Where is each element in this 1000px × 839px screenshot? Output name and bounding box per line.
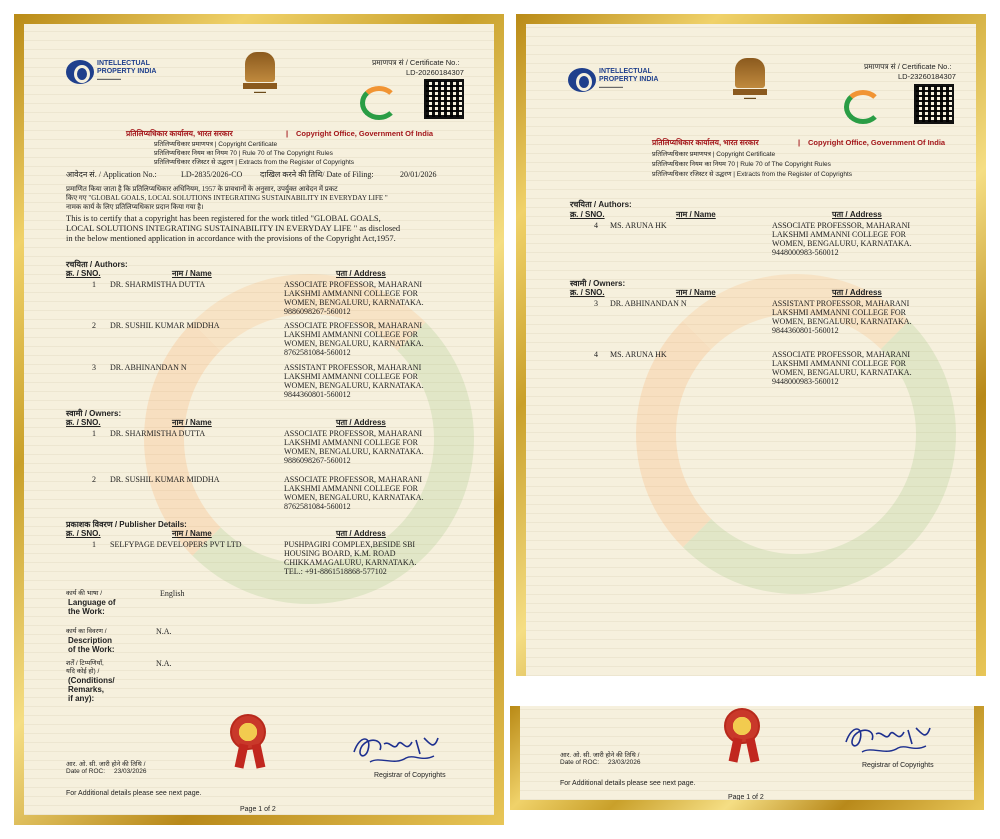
col-address: पता / Address: [336, 529, 386, 538]
author-addr-1: ASSISTANT PROFESSOR, MAHARANI: [284, 363, 422, 372]
header-line-1: प्रतिलिप्यधिकार प्रमाणपत्र | Copyright Certificate: [652, 151, 776, 158]
ip-india-logo-icon: [568, 68, 596, 92]
roc-value: 23/03/2026: [608, 759, 641, 766]
certify-english-3: in the below mentioned application in accordance with the provisions of the Copyright Act,1957.: [66, 233, 396, 243]
col-name: नाम / Name: [172, 529, 212, 538]
filing-date-value: 20/01/2026: [400, 170, 437, 179]
author-name: DR. SHARMISTHA DUTTA: [110, 280, 206, 289]
author-name: DR. SUSHIL KUMAR MIDDHA: [110, 321, 220, 330]
paper-page-2-footer: [520, 706, 974, 800]
col-name: नाम / Name: [172, 269, 212, 278]
col-address: पता / Address: [336, 269, 386, 278]
owners-heading: स्वामी / Owners:: [66, 409, 122, 418]
language-label-1: Language of: [68, 598, 116, 607]
page-number: Page 1 of 2: [240, 806, 276, 813]
authors-heading: रचयिता / Authors:: [570, 200, 632, 209]
language-value: English: [160, 589, 185, 598]
owner-sno: 3: [594, 299, 598, 308]
owner-addr-2: LAKSHMI AMMANNI COLLEGE FOR: [772, 308, 907, 317]
seal-ribbon-icon: [724, 708, 764, 762]
certify-hindi-2: किए गए "GLOBAL GOALS, LOCAL SOLUTIONS INTEGRATING SUSTAINABILITY IN EVERYDAY LIFE ": [66, 194, 388, 202]
certificate-page-2-footer: [510, 706, 984, 810]
author-sno: 1: [92, 280, 96, 289]
owner-addr-3: WOMEN, BENGALURU, KARNATAKA.: [284, 447, 424, 456]
conditions-label-3: if any):: [68, 694, 95, 703]
author-addr-3: WOMEN, BENGALURU, KARNATAKA.: [284, 339, 424, 348]
certificate-no-label: प्रमाणपत्र सं / Certificate No.:: [372, 58, 460, 67]
ip-tagline: ▬▬▬▬▬▬: [97, 76, 121, 81]
author-addr-2: LAKSHMI AMMANNI COLLEGE FOR: [284, 330, 419, 339]
publisher-heading: प्रकाशक विवरण / Publisher Details:: [66, 520, 187, 529]
publisher-addr-2: HOUSING BOARD, K.M. ROAD: [284, 549, 396, 558]
author-addr-3: WOMEN, BENGALURU, KARNATAKA.: [772, 239, 912, 248]
owner-sno: 2: [92, 475, 96, 484]
col-name: नाम / Name: [676, 288, 716, 297]
certificate-no-label: प्रमाणपत्र सं / Certificate No.:: [864, 62, 952, 71]
filing-date-label: दाखिल करने की तिथि/ Date of Filing:: [260, 170, 374, 179]
col-address: पता / Address: [832, 288, 882, 297]
ip-tagline: ▬▬▬▬▬▬: [599, 84, 623, 89]
qr-code-icon[interactable]: [914, 84, 954, 124]
publisher-addr-4: TEL.: +91-8861518868-577102: [284, 567, 387, 576]
col-address: पता / Address: [832, 210, 882, 219]
author-addr-3: WOMEN, BENGALURU, KARNATAKA.: [284, 298, 424, 307]
authors-heading: रचयिता / Authors:: [66, 260, 128, 269]
owners-heading: स्वामी / Owners:: [570, 279, 626, 288]
signature-icon: [842, 720, 934, 760]
author-name: DR. ABHINANDAN N: [110, 363, 187, 372]
owner-addr-3: WOMEN, BENGALURU, KARNATAKA.: [772, 368, 912, 377]
ip-india-logo: [568, 68, 658, 92]
header-line-2: प्रतिलिप्यधिकार नियम का नियम 70 | Rule 70 of The Copyright Rules: [154, 150, 333, 157]
office-english: Copyright Office, Government Of India: [296, 129, 434, 138]
header-line-3: प्रतिलिप्यधिकार रजिस्टर से उद्धरण | Extracts from the Register of Copyrights: [154, 159, 355, 166]
paper-page-1: [24, 24, 494, 815]
ip-name-line1: INTELLECTUAL: [97, 60, 150, 67]
col-sno: क्र. / SNO.: [66, 269, 101, 278]
seal-ribbon-icon: [230, 714, 270, 768]
application-no-label: आवेदन सं. / Application No.:: [66, 170, 157, 179]
owner-addr-4: 9844360801-560012: [772, 326, 839, 335]
owner-addr-3: WOMEN, BENGALURU, KARNATAKA.: [284, 493, 424, 502]
col-sno: क्र. / SNO.: [570, 210, 605, 219]
certify-hindi-3: नामक कार्य के लिए प्रतिलिप्यधिकार प्रदान किया गया है।: [66, 203, 204, 211]
header-line-3: प्रतिलिप्यधिकार रजिस्टर से उद्धरण | Extracts from the Register of Copyrights: [652, 171, 853, 178]
author-addr-3: WOMEN, BENGALURU, KARNATAKA.: [284, 381, 424, 390]
author-sno: 4: [594, 221, 598, 230]
office-separator: |: [798, 138, 801, 147]
author-sno: 2: [92, 321, 96, 330]
owner-addr-1: ASSISTANT PROFESSOR, MAHARANI: [772, 299, 910, 308]
header-line-1: प्रतिलिप्यधिकार प्रमाणपत्र | Copyright Certificate: [154, 141, 278, 148]
col-name: नाम / Name: [172, 418, 212, 427]
owner-addr-4: 9886098267-560012: [284, 456, 351, 465]
description-label-2: of the Work:: [68, 645, 115, 654]
owner-addr-1: ASSOCIATE PROFESSOR, MAHARANI: [284, 475, 423, 484]
roc-value: 23/03/2026: [114, 768, 147, 775]
certificate-page-2: [516, 14, 986, 676]
author-addr-4: 8762581084-560012: [284, 348, 351, 357]
more-details-note: For Additional details please see next page.: [560, 780, 696, 787]
certify-english-2: LOCAL SOLUTIONS INTEGRATING SUSTAINABILITY IN EVERYDAY LIFE " as disclosed: [66, 223, 401, 233]
owner-name: DR. ABHINANDAN N: [610, 299, 687, 308]
publisher-addr-1: PUSHPAGIRI COMPLEX,BESIDE SBI: [284, 540, 416, 549]
office-english: Copyright Office, Government Of India: [808, 138, 946, 147]
ip-india-logo-icon: [66, 60, 94, 84]
application-no-value: LD-2835/2026-CO: [181, 170, 243, 179]
col-sno: क्र. / SNO.: [66, 529, 101, 538]
owner-addr-2: LAKSHMI AMMANNI COLLEGE FOR: [284, 484, 419, 493]
owner-name: DR. SUSHIL KUMAR MIDDHA: [110, 475, 220, 484]
owner-name: DR. SHARMISTHA DUTTA: [110, 429, 206, 438]
publisher-sno: 1: [92, 540, 96, 549]
ip-india-logo: [66, 60, 156, 84]
owner-addr-2: LAKSHMI AMMANNI COLLEGE FOR: [284, 438, 419, 447]
owner-sno: 1: [92, 429, 96, 438]
office-separator: |: [286, 129, 289, 138]
author-addr-4: 9844360801-560012: [284, 390, 351, 399]
author-sno: 3: [92, 363, 96, 372]
owner-addr-3: WOMEN, BENGALURU, KARNATAKA.: [772, 317, 912, 326]
qr-code-icon[interactable]: [424, 79, 464, 119]
col-address: पता / Address: [336, 418, 386, 427]
certify-hindi-1: प्रमाणित किया जाता है कि प्रतिलिप्यधिकार अधिनियम, 1957 के प्रावधानों के अनुसार, उपर्युक्त आवेदन में प्रकट: [66, 185, 338, 193]
signature-icon: [350, 730, 442, 770]
copyright-mark-icon: [360, 86, 406, 124]
author-name: MS. ARUNA HK: [610, 221, 667, 230]
author-addr-4: 9886098267-560012: [284, 307, 351, 316]
conditions-label-hindi-1: शर्तें / टिप्पणियाँ,: [66, 660, 104, 667]
owner-addr-2: LAKSHMI AMMANNI COLLEGE FOR: [772, 359, 907, 368]
description-value: N.A.: [156, 627, 172, 636]
owner-addr-4: 8762581084-560012: [284, 502, 351, 511]
conditions-label-2: Remarks,: [68, 685, 105, 694]
roc-label: Date of ROC:: [66, 768, 106, 775]
certify-english-1: This is to certify that a copyright has been registered for the work titled "GLOBAL GOALS,: [66, 213, 381, 223]
author-addr-4: 9448000983-560012: [772, 248, 839, 257]
registrar-label: Registrar of Copyrights: [374, 772, 446, 779]
paper-page-2: [526, 24, 976, 676]
certificate-page-1: [14, 14, 504, 825]
roc-label-hindi: आर. ओ. सी. जारी होने की तिथि /: [560, 752, 640, 759]
publisher-addr-3: CHIKKAMAGALURU, KARNATAKA.: [284, 558, 417, 567]
copyright-mark-icon: [844, 90, 890, 128]
ip-name-line2: PROPERTY INDIA: [599, 76, 659, 83]
author-addr-2: LAKSHMI AMMANNI COLLEGE FOR: [284, 372, 419, 381]
author-addr-2: LAKSHMI AMMANNI COLLEGE FOR: [284, 289, 419, 298]
publisher-name: SELFYPAGE DEVELOPERS PVT LTD: [110, 540, 242, 549]
author-addr-1: ASSOCIATE PROFESSOR, MAHARANI: [284, 280, 423, 289]
conditions-value: N.A.: [156, 659, 172, 668]
owner-addr-1: ASSOCIATE PROFESSOR, MAHARANI: [772, 350, 911, 359]
more-details-note: For Additional details please see next page.: [66, 790, 202, 797]
col-sno: क्र. / SNO.: [570, 288, 605, 297]
ip-name-line1: INTELLECTUAL: [599, 68, 652, 75]
certificate-no-value: LD-23260184307: [898, 72, 956, 81]
owner-addr-4: 9448000983-560012: [772, 377, 839, 386]
conditions-label-hindi-2: यदि कोई हो) /: [66, 668, 100, 675]
description-label-1: Description: [68, 636, 113, 645]
col-sno: क्र. / SNO.: [66, 418, 101, 427]
language-label-hindi: कार्य की भाषा /: [66, 590, 103, 597]
certificate-no-value: LD-20260184307: [406, 68, 464, 77]
state-emblem-icon: ▬▬▬: [732, 58, 768, 102]
office-hindi: प्रतिलिप्यधिकार कार्यालय, भारत सरकार: [126, 129, 233, 138]
author-addr-1: ASSOCIATE PROFESSOR, MAHARANI: [284, 321, 423, 330]
conditions-label-1: (Conditions/: [68, 676, 115, 685]
roc-label-hindi: आर. ओ. सी. जारी होने की तिथि /: [66, 761, 146, 768]
col-name: नाम / Name: [676, 210, 716, 219]
owner-name: MS. ARUNA HK: [610, 350, 667, 359]
header-line-2: प्रतिलिप्यधिकार नियम का नियम 70 | Rule 70 of The Copyright Rules: [652, 161, 831, 168]
roc-label: Date of ROC:: [560, 759, 600, 766]
page-number: Page 1 of 2: [728, 794, 764, 800]
office-hindi: प्रतिलिप्यधिकार कार्यालय, भारत सरकार: [652, 138, 759, 147]
description-label-hindi: कार्य का विवरण /: [66, 628, 107, 635]
author-addr-1: ASSOCIATE PROFESSOR, MAHARANI: [772, 221, 911, 230]
ip-name-line2: PROPERTY INDIA: [97, 68, 157, 75]
state-emblem-icon: ▬▬▬: [242, 52, 278, 96]
owner-sno: 4: [594, 350, 598, 359]
author-addr-2: LAKSHMI AMMANNI COLLEGE FOR: [772, 230, 907, 239]
owner-addr-1: ASSOCIATE PROFESSOR, MAHARANI: [284, 429, 423, 438]
registrar-label: Registrar of Copyrights: [862, 762, 934, 769]
language-label-2: the Work:: [68, 607, 105, 616]
